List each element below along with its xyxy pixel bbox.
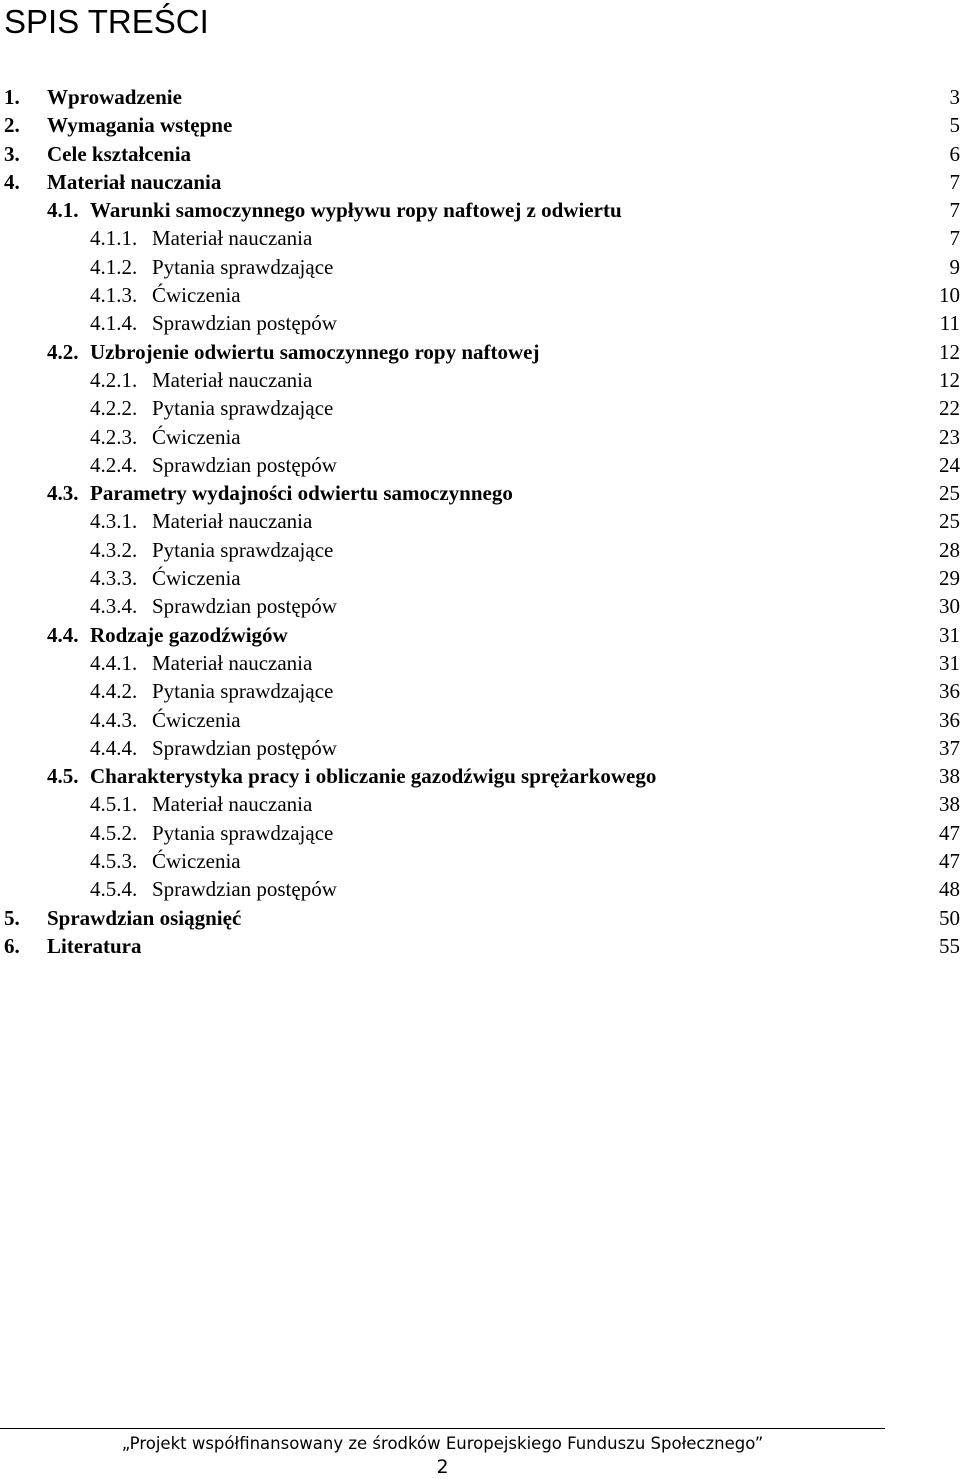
toc-entry [0, 706, 960, 734]
toc-entry-number: 4.3. [47, 481, 79, 506]
toc-entry-title: Ćwiczenia [152, 707, 241, 732]
toc-entry-page: 7 [949, 169, 960, 194]
toc-entry [0, 762, 960, 790]
toc-entry-page: 3 [949, 85, 960, 109]
toc-entry-page: 22 [939, 396, 960, 421]
toc-entry-page: 31 [939, 622, 960, 647]
toc-entry-page: 24 [939, 452, 960, 477]
toc-entry-page: 25 [939, 481, 960, 506]
toc-entry-page: 36 [939, 679, 960, 704]
toc-entry-title: Sprawdzian postępów [152, 594, 337, 619]
toc-entry [0, 423, 960, 451]
toc-entry-page: 37 [939, 735, 960, 760]
toc-entry-page: 38 [939, 792, 960, 817]
toc-entry [0, 224, 960, 252]
toc-entry [0, 83, 960, 111]
toc-entry-title: Ćwiczenia [152, 283, 241, 308]
toc-entry-page: 6 [949, 141, 960, 166]
toc-entry [0, 253, 960, 281]
toc-entry-page: 25 [939, 509, 960, 534]
toc-entry-title: Materiał nauczania [152, 650, 313, 675]
toc-entry-title: Cele kształcenia [47, 141, 192, 166]
toc-entry-title: Parametry wydajności odwiertu samoczynnego [90, 481, 513, 506]
toc-entry-title: Ćwiczenia [152, 849, 241, 874]
toc-entry-title: Pytania sprawdzające [152, 679, 334, 704]
toc-entry-page: 38 [939, 764, 960, 789]
toc-entry [0, 479, 960, 507]
toc-entry [0, 592, 960, 620]
toc-entry [0, 309, 960, 337]
toc-entry-page: 28 [939, 537, 960, 562]
toc-entry-page: 12 [939, 339, 960, 364]
toc-entry-title: Materiał nauczania [152, 509, 313, 534]
toc-entry-number: 4.1.1. [90, 226, 138, 251]
toc-entry-number: 4.1. [47, 198, 79, 223]
toc-entry [0, 847, 960, 875]
toc-entry-number: 4.2.2. [90, 396, 138, 421]
toc-entry-title: Pytania sprawdzające [152, 254, 334, 279]
toc-entry-number: 4.3.3. [90, 566, 138, 591]
page-number: 2 [436, 1456, 449, 1478]
toc-entry-title: Rodzaje gazodźwigów [90, 622, 288, 647]
toc-entry [0, 564, 960, 592]
toc-entry-number: 4.4.2. [90, 679, 138, 704]
toc-entry-number: 4.4.3. [90, 707, 138, 732]
toc-entry-number: 5. [4, 905, 20, 930]
toc-entry [0, 932, 960, 960]
toc-entry-title: Sprawdzian osiągnięć [47, 905, 242, 930]
toc-entry-title: Sprawdzian postępów [152, 735, 337, 760]
toc-entry [0, 819, 960, 847]
toc-entry-title: Pytania sprawdzające [152, 537, 334, 562]
toc-entry-page: 55 [939, 933, 960, 958]
toc-entry [0, 338, 960, 366]
toc-entry [0, 875, 960, 903]
toc-entry-number: 4.5.4. [90, 877, 138, 902]
toc-entry-page: 11 [939, 311, 960, 336]
toc-entry-title: Materiał nauczania [152, 367, 313, 392]
toc-entry-page: 12 [939, 367, 960, 392]
toc-entry [0, 507, 960, 535]
toc-entry-title: Wprowadzenie [47, 85, 182, 109]
toc-entry [0, 649, 960, 677]
toc-entry-number: 3. [4, 141, 20, 166]
toc-entry-number: 4.5. [47, 764, 79, 789]
toc-entry-page: 10 [939, 283, 960, 308]
toc-entry-title: Materiał nauczania [47, 169, 222, 194]
toc-entry-page: 23 [939, 424, 960, 449]
toc-entry-number: 4.5.3. [90, 849, 138, 874]
page-title: SPIS TREŚCI [4, 3, 209, 40]
toc-entry-page: 29 [939, 566, 960, 591]
toc-entry-page: 36 [939, 707, 960, 732]
toc-entry-page: 5 [949, 113, 960, 138]
toc-entry-number: 4.1.3. [90, 283, 138, 308]
toc-entry-number: 4.1.4. [90, 311, 138, 336]
toc-entry-number: 4.2.1. [90, 367, 138, 392]
toc-entry-title: Ćwiczenia [152, 566, 241, 591]
toc-entry [0, 281, 960, 309]
footer-divider [0, 1428, 885, 1429]
toc-entry [0, 168, 960, 196]
toc-entry-number: 4.1.2. [90, 254, 138, 279]
toc-entry [0, 536, 960, 564]
toc-entry-page: 47 [939, 820, 960, 845]
toc-entry-number: 4.4.4. [90, 735, 138, 760]
toc-entry-page: 30 [939, 594, 960, 619]
toc-entry-number: 4.3.1. [90, 509, 138, 534]
table-of-contents [0, 83, 960, 960]
toc-entry-number: 4.5.1. [90, 792, 138, 817]
toc-entry-page: 48 [939, 877, 960, 902]
toc-entry-page: 9 [949, 254, 960, 279]
toc-entry [0, 904, 960, 932]
toc-entry-title: Wymagania wstępne [47, 113, 233, 138]
toc-entry-number: 4.2. [47, 339, 79, 364]
toc-entry-page: 31 [939, 650, 960, 675]
toc-entry [0, 140, 960, 168]
toc-entry-title: Literatura [47, 933, 142, 958]
toc-entry-title: Sprawdzian postępów [152, 311, 337, 336]
toc-entry-number: 4.5.2. [90, 820, 138, 845]
toc-entry-number: 4.2.3. [90, 424, 138, 449]
toc-entry-number: 2. [4, 113, 20, 138]
toc-entry-title: Charakterystyka pracy i obliczanie gazodźwigu sprężarkowego [90, 764, 657, 789]
toc-entry [0, 734, 960, 762]
toc-entry [0, 394, 960, 422]
toc-entry-number: 6. [4, 933, 20, 958]
toc-entry [0, 677, 960, 705]
toc-entry [0, 451, 960, 479]
toc-entry-number: 4.3.4. [90, 594, 138, 619]
toc-entry-title: Uzbrojenie odwiertu samoczynnego ropy naftowej [90, 339, 540, 364]
toc-entry [0, 196, 960, 224]
toc-entry [0, 111, 960, 139]
toc-entry-title: Sprawdzian postępów [152, 877, 337, 902]
toc-entry-number: 4.2.4. [90, 452, 138, 477]
toc-entry-page: 50 [939, 905, 960, 930]
toc-entry-page: 7 [949, 226, 960, 251]
toc-entry-title: Pytania sprawdzające [152, 396, 334, 421]
toc-entry [0, 366, 960, 394]
toc-entry-number: 4.4.1. [90, 650, 138, 675]
toc-entry-title: Pytania sprawdzające [152, 820, 334, 845]
footer-text: „Projekt współfinansowany ze środków Europejskiego Funduszu Społecznego” [121, 1434, 764, 1453]
toc-entry [0, 790, 960, 818]
toc-entry-title: Materiał nauczania [152, 792, 313, 817]
toc-entry-title: Ćwiczenia [152, 424, 241, 449]
toc-entry-number: 4.4. [47, 622, 79, 647]
toc-entry-title: Sprawdzian postępów [152, 452, 337, 477]
toc-entry-number: 4. [4, 169, 20, 194]
toc-entry-number: 4.3.2. [90, 537, 138, 562]
toc-entry-page: 7 [949, 198, 960, 223]
toc-entry-title: Warunki samoczynnego wypływu ropy naftowej z odwiertu [90, 198, 622, 223]
toc-entry-number: 1. [4, 85, 20, 109]
toc-entry [0, 621, 960, 649]
toc-entry-page: 47 [939, 849, 960, 874]
toc-entry-title: Materiał nauczania [152, 226, 313, 251]
